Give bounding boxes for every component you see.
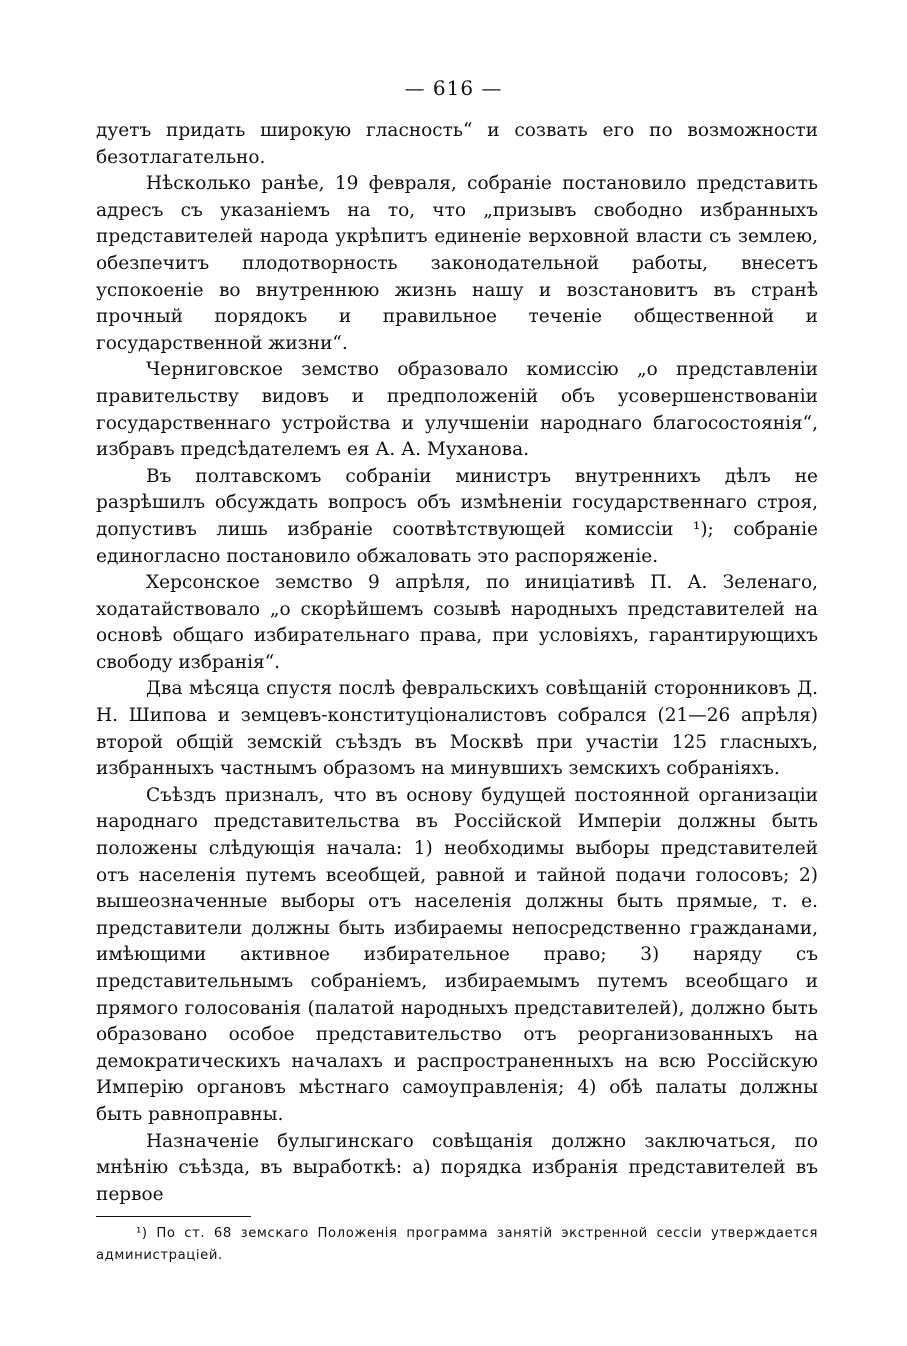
paragraph-1: дуетъ придать широкую гласность“ и созвать его по возможности безотлагательно. [96,120,818,168]
footnote [96,1223,818,1267]
paragraph-2: Нѣсколько ранѣе, 19 февраля, собраніе постановило представить адресъ съ указаніемъ на то, что „призывъ свободно избранныхъ представителей народа укрѣпитъ единеніе верховной власти съ землею, обезпечитъ плодотворность законодательной работы, внесетъ успокоеніе во внутреннюю жизнь нашу и возстановитъ въ странѣ прочный порядокъ и правильное теченіе общественной и государственной жизни“. [96,173,818,354]
footnote-text: ¹) По ст. 68 земскаго Положенія программа занятій экстренной сессіи утверждается администраціей. [96,1226,818,1263]
footnote-divider [96,1216,251,1217]
paragraph-8: Назначеніе булыгинскаго совѣщанія должно заключаться, по мнѣнію съѣзда, въ выработкѣ: а) порядка избранія представителей въ первое [96,1130,818,1205]
paragraph-7: Съѣздъ призналъ, что въ основу будущей постоянной организаціи народнаго представительства въ Россійской Имперіи должны быть положены слѣдующія начала: 1) необходимы выборы представителей отъ населенія путемъ всеобщей, равной и тайной подачи голосовъ; 2) вышеозначенные выборы отъ населенія должны быть прямые, т. е. представители должны быть избираемы непосредственно гражданами, имѣющими активное избирательное право; 3) наряду съ представительнымъ собраніемъ, избираемымъ путемъ всеобщаго и прямого голосованія (палатой народныхъ представителей), должно быть образовано особое представительство отъ реорганизованныхъ на демократическихъ началахъ и распространенныхъ на всю Россійскую Имперію органовъ мѣстнаго самоуправленія; 4) обѣ палаты должны быть равноправны. [96,784,818,1125]
body-text [96,118,818,1208]
page-number: — 616 — [404,76,503,100]
paragraph-5: Херсонское земство 9 апрѣля, по иниціативѣ П. А. Зеленаго, ходатайствовало „о скорѣйшемъ созывѣ народныхъ представителей на основѣ общаго избирательнаго права, при условіяхъ, гарантирующихъ свободу избранія“. [96,572,818,673]
paragraph-6: Два мѣсяца спустя послѣ февральскихъ совѣщаній сторонниковъ Д. Н. Шипова и земцевъ-конституціоналистовъ собрался (21—26 апрѣля) второй общій земскій съѣздъ въ Москвѣ при участіи 125 гласныхъ, избранныхъ частнымъ образомъ на минувшихъ земскихъ собраніяхъ. [96,678,818,780]
paragraph-3: Черниговское земство образовало комиссію „о представленіи правительству видовъ и предположеній объ усовершенствованіи государственнаго устройства и улучшеніи народнаго благосостоянія“, избравъ предсѣдателемъ ея А. А. Муханова. [96,359,818,461]
paragraph-4: Въ полтавскомъ собраніи министръ внутреннихъ дѣлъ не разрѣшилъ обсуждать вопросъ объ измѣненіи государственнаго строя, допустивъ лишь избраніе соотвѣтствующей комиссіи ¹); собраніе единогласно постановило обжаловать это распоряженіе. [96,465,818,567]
